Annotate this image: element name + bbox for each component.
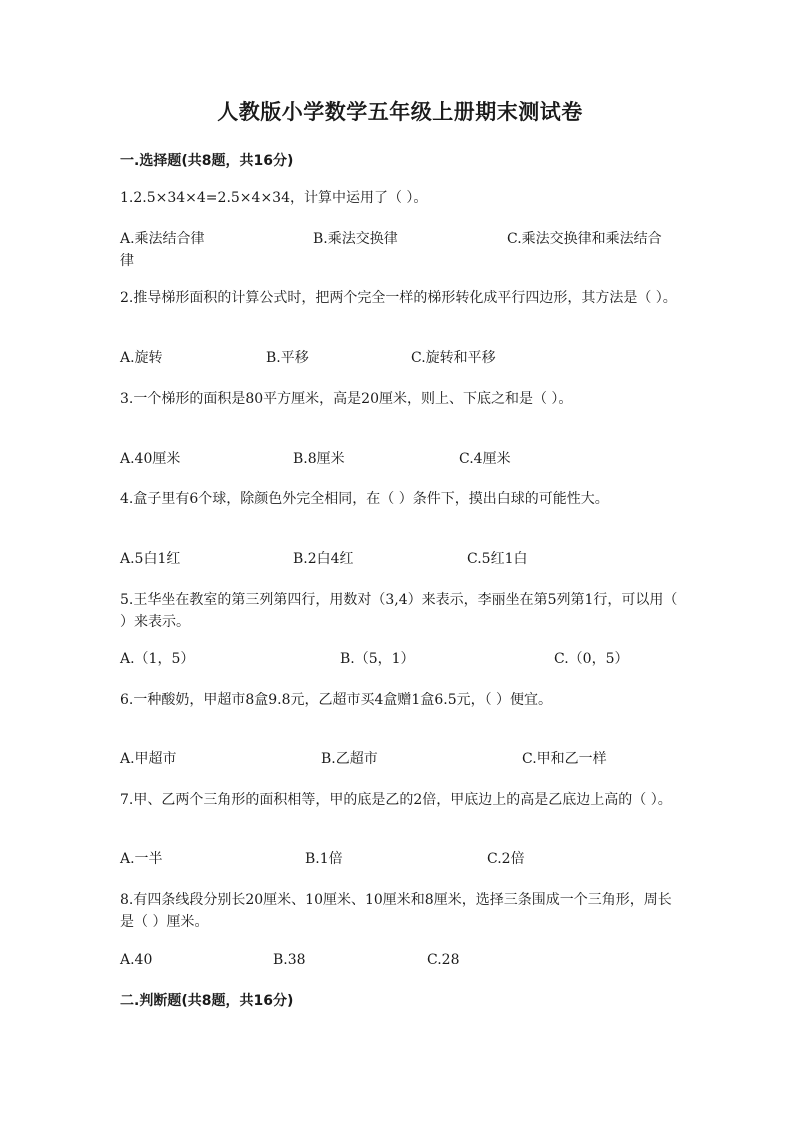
- question-3-options: [120, 448, 680, 470]
- question-8-option-a: A.40: [120, 952, 153, 968]
- page-title: 人教版小学数学五年级上册期末测试卷: [217, 100, 583, 124]
- question-6-text: 6.一种酸奶，甲超市8盒9.8元，乙超市买4盒赠1盒6.5元，（ ）便宜。: [120, 692, 553, 708]
- question-4-option-b: B.2白4红: [293, 551, 354, 567]
- question-5-option-c: C.（0，5）: [554, 651, 629, 667]
- question-1-option-c-label: C.乘法交换律和乘法结合律: [120, 231, 662, 269]
- question-1-text: 1.2.5×34×4=2.5×4×34，计算中运用了（ ）。: [120, 190, 428, 206]
- question-4-option-c: C.5红1白: [467, 551, 528, 567]
- question-7-option-b: B.1倍: [305, 851, 343, 867]
- question-7-option-a: A.一半: [120, 851, 163, 867]
- question-1-options: [120, 228, 680, 272]
- question-2-options: [120, 347, 680, 369]
- question-6-option-c: C.甲和乙一样: [522, 751, 607, 767]
- question-8-options: [120, 949, 680, 971]
- question-7-option-c: C.2倍: [487, 851, 525, 867]
- question-6-option-a: A.甲超市: [120, 751, 177, 767]
- question-2-option-b: B.平移: [266, 350, 309, 366]
- question-4-options: [120, 548, 680, 570]
- question-3-option-b: B.8厘米: [293, 451, 345, 467]
- question-3-option-c: C.4厘米: [459, 451, 511, 467]
- question-5-option-a: A.（1，5）: [120, 651, 195, 667]
- question-7-options: [120, 848, 680, 870]
- question-1-option-a: A.乘法结合律: [120, 231, 205, 247]
- question-3-text: 3.一个梯形的面积是80平方厘米，高是20厘米，则上、下底之和是（ ）。: [120, 391, 573, 407]
- question-4-text: 4.盒子里有6个球，除颜色外完全相同，在（ ）条件下，摸出白球的可能性大。: [120, 491, 609, 507]
- question-5-options: [120, 648, 680, 670]
- question-6-option-b: B.乙超市: [321, 751, 378, 767]
- question-7-text: 7.甲、乙两个三角形的面积相等，甲的底是乙的2倍，甲底边上的高是乙底边上高的（ ）。: [120, 792, 672, 808]
- section-heading-judgement: 二.判断题(共8题，共16分): [120, 993, 294, 1009]
- question-8-option-b: B.38: [273, 952, 306, 968]
- question-1-option-b: B.乘法交换律: [313, 231, 398, 247]
- question-6-options: [120, 748, 680, 770]
- question-8-option-c: C.28: [427, 952, 460, 968]
- question-4-option-a: A.5白1红: [120, 551, 181, 567]
- question-5-option-b: B.（5，1）: [340, 651, 415, 667]
- question-1-option-c: [120, 228, 672, 272]
- question-2-text: 2.推导梯形面积的计算公式时，把两个完全一样的梯形转化成平行四边形，其方法是（ ）。: [120, 290, 677, 306]
- question-2-option-a: A.旋转: [120, 350, 163, 366]
- question-3-option-a: A.40厘米: [120, 451, 181, 467]
- question-8-text: 8.有四条线段分别长20厘米、10厘米、10厘米和8厘米，选择三条围成一个三角形，周长是（ ）厘米。: [120, 892, 672, 930]
- question-2-option-c: C.旋转和平移: [411, 350, 496, 366]
- question-5-text: 5.王华坐在教室的第三列第四行，用数对（3,4）来表示，李丽坐在第5列第1行，可以用（ ）来表示。: [120, 592, 678, 630]
- section-heading-choice: 一.选择题(共8题，共16分): [120, 153, 294, 169]
